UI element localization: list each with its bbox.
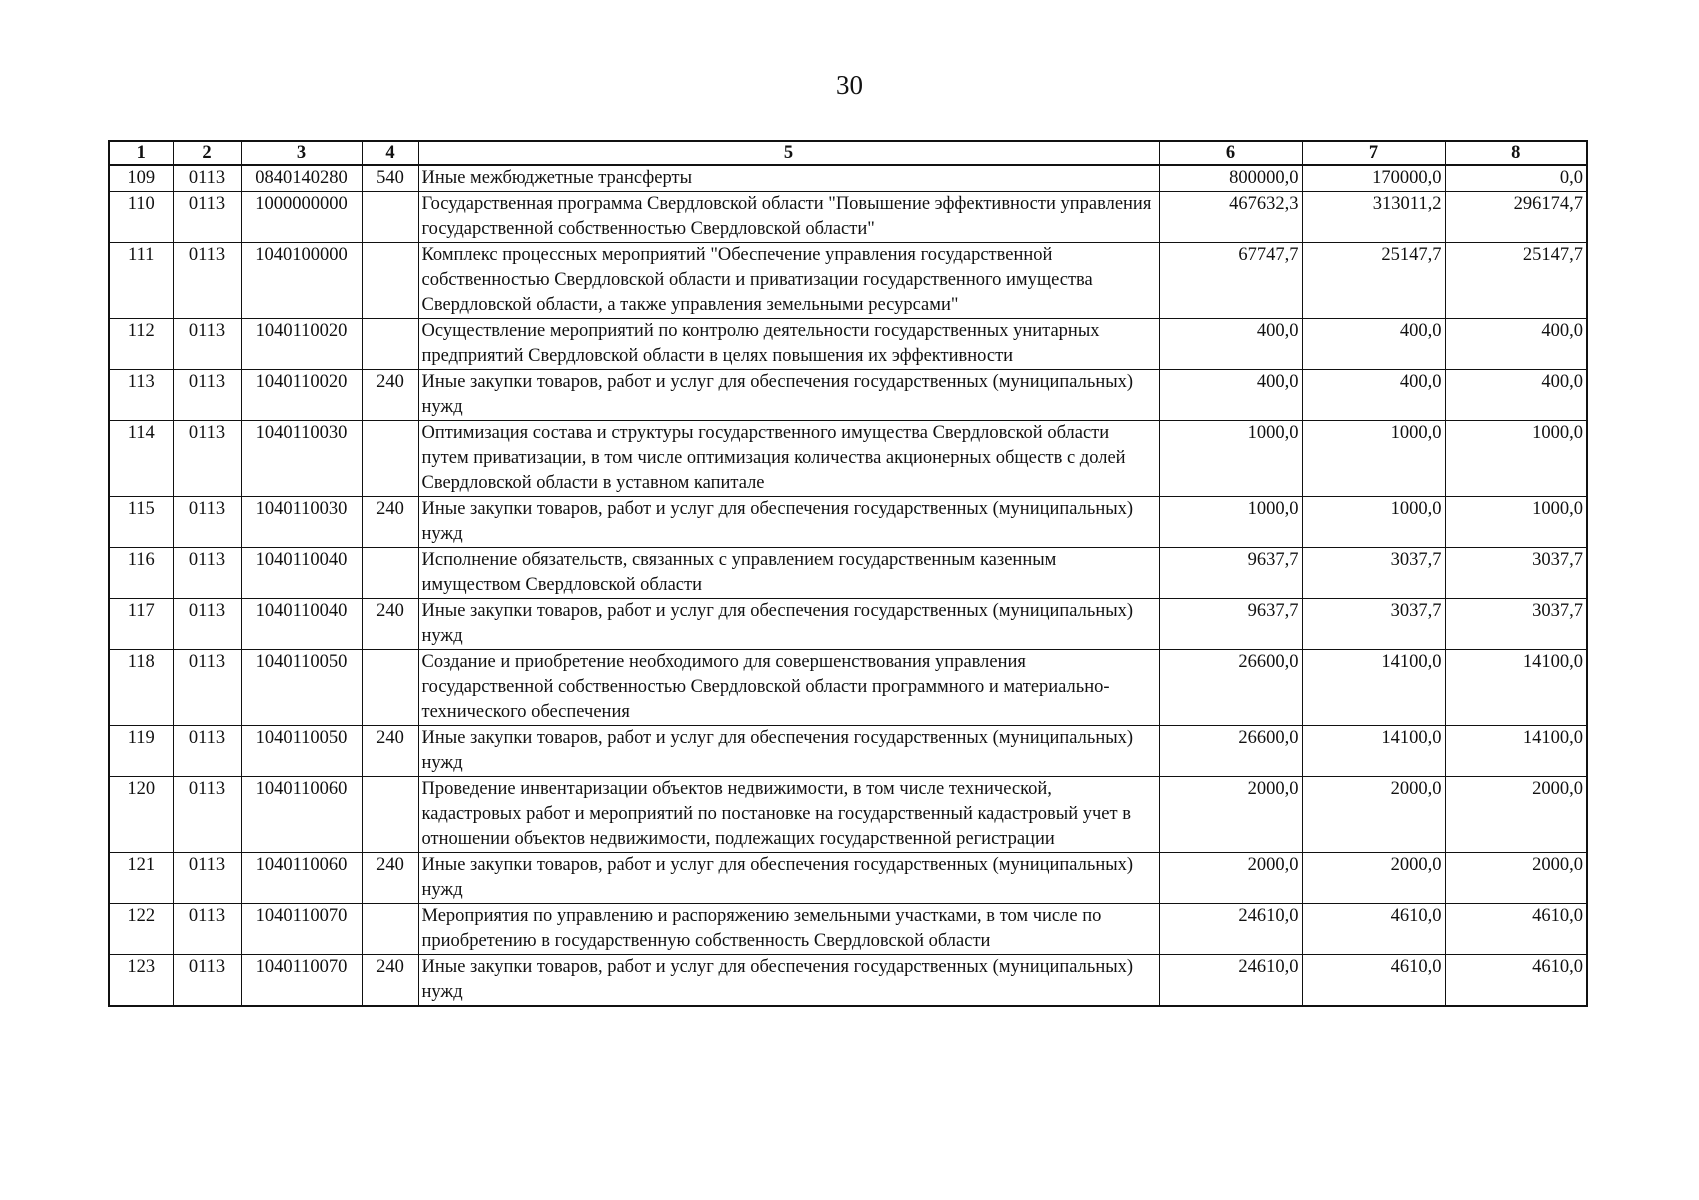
target-code: 1040100000	[241, 243, 362, 319]
item-name: Иные закупки товаров, работ и услуг для обеспечения государственных (муниципальных) нужд	[418, 497, 1159, 548]
header-col-6: 6	[1159, 141, 1302, 165]
amount-col-7: 2000,0	[1302, 777, 1445, 853]
amount-col-8: 4610,0	[1445, 904, 1587, 955]
item-name: Иные закупки товаров, работ и услуг для обеспечения государственных (муниципальных) нужд	[418, 726, 1159, 777]
amount-col-8: 2000,0	[1445, 777, 1587, 853]
header-col-2: 2	[173, 141, 241, 165]
row-number: 113	[109, 370, 173, 421]
table-row	[109, 599, 1587, 650]
row-number: 118	[109, 650, 173, 726]
table-row	[109, 319, 1587, 370]
section-code: 0113	[173, 319, 241, 370]
amount-col-8: 2000,0	[1445, 853, 1587, 904]
row-number: 121	[109, 853, 173, 904]
row-number: 116	[109, 548, 173, 599]
table-body	[109, 165, 1587, 1006]
amount-col-8: 1000,0	[1445, 421, 1587, 497]
amount-col-7: 400,0	[1302, 319, 1445, 370]
amount-col-7: 400,0	[1302, 370, 1445, 421]
amount-col-7: 170000,0	[1302, 165, 1445, 192]
target-code: 0840140280	[241, 165, 362, 192]
amount-col-8: 296174,7	[1445, 192, 1587, 243]
target-code: 1040110030	[241, 497, 362, 548]
amount-col-8: 3037,7	[1445, 548, 1587, 599]
expense-type-code	[362, 548, 418, 599]
item-name: Создание и приобретение необходимого для совершенствования управления государственной собственностью Свердловской области программного и материально-технического обеспечения	[418, 650, 1159, 726]
amount-col-8: 14100,0	[1445, 650, 1587, 726]
section-code: 0113	[173, 599, 241, 650]
target-code: 1040110040	[241, 599, 362, 650]
expense-type-code: 240	[362, 599, 418, 650]
table-row	[109, 421, 1587, 497]
amount-col-8: 25147,7	[1445, 243, 1587, 319]
section-code: 0113	[173, 192, 241, 243]
target-code: 1040110020	[241, 319, 362, 370]
row-number: 112	[109, 319, 173, 370]
row-number: 119	[109, 726, 173, 777]
section-code: 0113	[173, 726, 241, 777]
row-number: 115	[109, 497, 173, 548]
expense-type-code	[362, 650, 418, 726]
amount-col-8: 4610,0	[1445, 955, 1587, 1007]
target-code: 1000000000	[241, 192, 362, 243]
expense-type-code	[362, 421, 418, 497]
item-name: Иные закупки товаров, работ и услуг для обеспечения государственных (муниципальных) нужд	[418, 955, 1159, 1007]
header-col-4: 4	[362, 141, 418, 165]
amount-col-7: 3037,7	[1302, 548, 1445, 599]
amount-col-6: 467632,3	[1159, 192, 1302, 243]
row-number: 122	[109, 904, 173, 955]
amount-col-8: 400,0	[1445, 370, 1587, 421]
expense-type-code: 540	[362, 165, 418, 192]
amount-col-7: 14100,0	[1302, 726, 1445, 777]
section-code: 0113	[173, 650, 241, 726]
table-row	[109, 243, 1587, 319]
table-row	[109, 650, 1587, 726]
item-name: Иные межбюджетные трансферты	[418, 165, 1159, 192]
amount-col-6: 800000,0	[1159, 165, 1302, 192]
item-name: Государственная программа Свердловской области "Повышение эффективности управления государственной собственностью Свердловской области"	[418, 192, 1159, 243]
row-number: 109	[109, 165, 173, 192]
table-row	[109, 777, 1587, 853]
table-row	[109, 497, 1587, 548]
table-row	[109, 955, 1587, 1007]
section-code: 0113	[173, 421, 241, 497]
target-code: 1040110030	[241, 421, 362, 497]
amount-col-7: 4610,0	[1302, 904, 1445, 955]
expense-type-code	[362, 319, 418, 370]
expense-type-code	[362, 243, 418, 319]
amount-col-6: 26600,0	[1159, 726, 1302, 777]
amount-col-6: 2000,0	[1159, 777, 1302, 853]
item-name: Комплекс процессных мероприятий "Обеспечение управления государственной собственностью Свердловской области и приватизации государственного имущества Свердловской области, а также управления земельными ресурсами"	[418, 243, 1159, 319]
table-row	[109, 165, 1587, 192]
amount-col-6: 26600,0	[1159, 650, 1302, 726]
section-code: 0113	[173, 370, 241, 421]
table-row	[109, 192, 1587, 243]
row-number: 114	[109, 421, 173, 497]
amount-col-8: 400,0	[1445, 319, 1587, 370]
target-code: 1040110070	[241, 904, 362, 955]
target-code: 1040110020	[241, 370, 362, 421]
row-number: 111	[109, 243, 173, 319]
expense-type-code: 240	[362, 853, 418, 904]
header-col-1: 1	[109, 141, 173, 165]
amount-col-8: 1000,0	[1445, 497, 1587, 548]
table-row	[109, 904, 1587, 955]
header-col-7: 7	[1302, 141, 1445, 165]
expense-type-code	[362, 192, 418, 243]
amount-col-6: 2000,0	[1159, 853, 1302, 904]
amount-col-8: 14100,0	[1445, 726, 1587, 777]
amount-col-6: 24610,0	[1159, 955, 1302, 1007]
table-header-row	[109, 141, 1587, 165]
amount-col-7: 25147,7	[1302, 243, 1445, 319]
section-code: 0113	[173, 777, 241, 853]
amount-col-7: 313011,2	[1302, 192, 1445, 243]
amount-col-8: 3037,7	[1445, 599, 1587, 650]
item-name: Осуществление мероприятий по контролю деятельности государственных унитарных предприятий Свердловской области в целях повышения их эффективности	[418, 319, 1159, 370]
amount-col-6: 1000,0	[1159, 497, 1302, 548]
item-name: Оптимизация состава и структуры государственного имущества Свердловской области путем приватизации, в том числе оптимизация количества акционерных обществ с долей Свердловской области в уставном капитале	[418, 421, 1159, 497]
table-row	[109, 370, 1587, 421]
section-code: 0113	[173, 955, 241, 1007]
page-number: 30	[836, 70, 863, 100]
amount-col-6: 9637,7	[1159, 548, 1302, 599]
amount-col-7: 1000,0	[1302, 497, 1445, 548]
amount-col-6: 24610,0	[1159, 904, 1302, 955]
item-name: Иные закупки товаров, работ и услуг для обеспечения государственных (муниципальных) нужд	[418, 853, 1159, 904]
amount-col-7: 1000,0	[1302, 421, 1445, 497]
amount-col-7: 4610,0	[1302, 955, 1445, 1007]
header-col-8: 8	[1445, 141, 1587, 165]
header-col-5: 5	[418, 141, 1159, 165]
amount-col-7: 14100,0	[1302, 650, 1445, 726]
expense-type-code: 240	[362, 370, 418, 421]
expense-type-code: 240	[362, 726, 418, 777]
target-code: 1040110040	[241, 548, 362, 599]
item-name: Мероприятия по управлению и распоряжению земельными участками, в том числе по приобретению в государственную собственность Свердловской области	[418, 904, 1159, 955]
section-code: 0113	[173, 165, 241, 192]
amount-col-7: 2000,0	[1302, 853, 1445, 904]
row-number: 110	[109, 192, 173, 243]
section-code: 0113	[173, 243, 241, 319]
amount-col-6: 67747,7	[1159, 243, 1302, 319]
table-row	[109, 853, 1587, 904]
item-name: Исполнение обязательств, связанных с управлением государственным казенным имуществом Свердловской области	[418, 548, 1159, 599]
target-code: 1040110060	[241, 777, 362, 853]
amount-col-7: 3037,7	[1302, 599, 1445, 650]
amount-col-8: 0,0	[1445, 165, 1587, 192]
item-name: Иные закупки товаров, работ и услуг для обеспечения государственных (муниципальных) нужд	[418, 370, 1159, 421]
section-code: 0113	[173, 853, 241, 904]
target-code: 1040110050	[241, 650, 362, 726]
row-number: 123	[109, 955, 173, 1007]
item-name: Проведение инвентаризации объектов недвижимости, в том числе технической, кадастровых работ и мероприятий по постановке на государственный кадастровый учет в отношении объектов недвижимости, подлежащих государственной регистрации	[418, 777, 1159, 853]
header-col-3: 3	[241, 141, 362, 165]
expense-type-code	[362, 904, 418, 955]
table-row	[109, 726, 1587, 777]
target-code: 1040110050	[241, 726, 362, 777]
expense-type-code: 240	[362, 955, 418, 1007]
table-row	[109, 548, 1587, 599]
expense-type-code	[362, 777, 418, 853]
amount-col-6: 400,0	[1159, 319, 1302, 370]
amount-col-6: 9637,7	[1159, 599, 1302, 650]
item-name: Иные закупки товаров, работ и услуг для обеспечения государственных (муниципальных) нужд	[418, 599, 1159, 650]
row-number: 120	[109, 777, 173, 853]
expense-type-code: 240	[362, 497, 418, 548]
budget-table	[108, 140, 1588, 1007]
section-code: 0113	[173, 548, 241, 599]
section-code: 0113	[173, 497, 241, 548]
row-number: 117	[109, 599, 173, 650]
amount-col-6: 400,0	[1159, 370, 1302, 421]
target-code: 1040110070	[241, 955, 362, 1007]
section-code: 0113	[173, 904, 241, 955]
target-code: 1040110060	[241, 853, 362, 904]
amount-col-6: 1000,0	[1159, 421, 1302, 497]
